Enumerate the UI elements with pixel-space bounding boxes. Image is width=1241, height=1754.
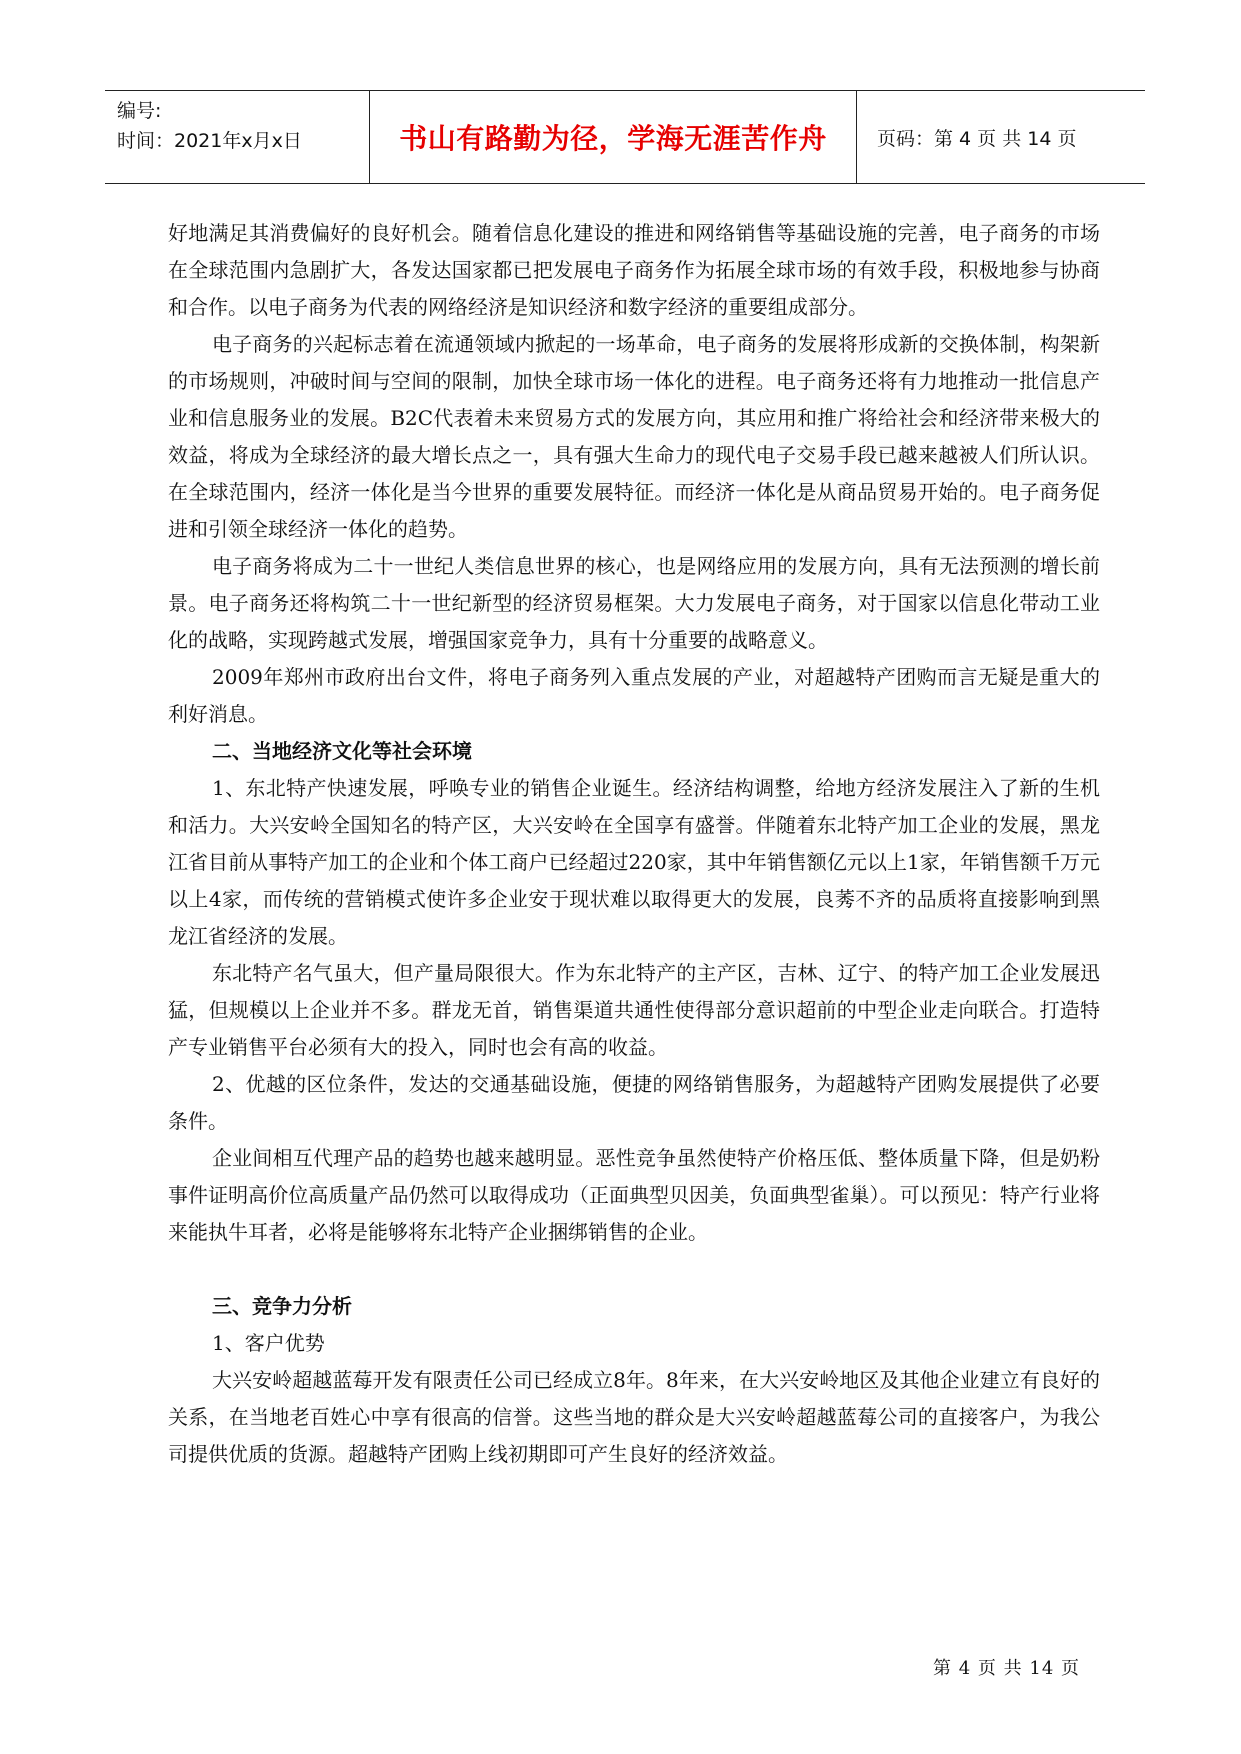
page-footer: 第 4 页 共 14 页 [933,1658,1080,1679]
document-time-label: 时间：2021年x月x日 [117,130,302,152]
section-heading: 二、当地经济文化等社会环境 [212,739,472,763]
document-body [168,215,1100,1473]
paragraph: 大兴安岭超越蓝莓开发有限责任公司已经成立8年。8年来，在大兴安岭地区及其他企业建立有良好的关系，在当地老百姓心中享有很高的信誉。这些当地的群众是大兴安岭超越蓝莓公司的直接客户，为我公司提供优质的货源。超越特产团购上线初期即可产生良好的经济效益。 [168,1368,1100,1466]
paragraph: 企业间相互代理产品的趋势也越来越明显。恶性竞争虽然使特产价格压低、整体质量下降，但是奶粉事件证明高价位高质量产品仍然可以取得成功（正面典型贝因美，负面典型雀巢）。可以预见：特产行业将来能执牛耳者，必将是能够将东北特产企业捆绑销售的企业。 [168,1146,1100,1244]
document-number-label: 编号: [117,100,162,122]
paragraph: 电子商务将成为二十一世纪人类信息世界的核心，也是网络应用的发展方向，具有无法预测的增长前景。电子商务还将构筑二十一世纪新型的经济贸易框架。大力发展电子商务，对于国家以信息化带动工业化的战略，实现跨越式发展，增强国家竞争力，具有十分重要的战略意义。 [168,554,1100,652]
paragraph: 1、东北特产快速发展，呼唤专业的销售企业诞生。经济结构调整，给地方经济发展注入了新的生机和活力。大兴安岭全国知名的特产区，大兴安岭在全国享有盛誉。伴随着东北特产加工企业的发展，黑龙江省目前从事特产加工的企业和个体工商户已经超过220家，其中年销售额亿元以上1家，年销售额千万元以上4家，而传统的营销模式使许多企业安于现状难以取得更大的发展，良莠不齐的品质将直接影响到黑龙江省经济的发展。 [168,776,1100,948]
header-motto: 书山有路勤为径，学海无涯苦作舟 [399,122,827,155]
header-page-number: 页码：第 4 页 共 14 页 [877,127,1077,150]
header-page-cell [857,91,1145,183]
section-heading: 三、竞争力分析 [212,1294,352,1318]
paragraph: 东北特产名气虽大，但产量局限很大。作为东北特产的主产区，吉林、辽宁、的特产加工企业发展迅猛，但规模以上企业并不多。群龙无首，销售渠道共通性使得部分意识超前的中型企业走向联合。打造特产专业销售平台必须有大的投入，同时也会有高的收益。 [168,961,1100,1059]
paragraph: 2、优越的区位条件，发达的交通基础设施，便捷的网络销售服务，为超越特产团购发展提供了必要条件。 [168,1072,1100,1133]
header-motto-cell [370,91,857,183]
subsection-label: 1、客户优势 [212,1331,325,1355]
paragraph: 2009年郑州市政府出台文件，将电子商务列入重点发展的产业，对超越特产团购而言无疑是重大的利好消息。 [168,665,1100,726]
header-info-cell [105,91,370,183]
page-header [105,90,1145,184]
blank-line [168,1251,1100,1288]
paragraph: 好地满足其消费偏好的良好机会。随着信息化建设的推进和网络销售等基础设施的完善，电子商务的市场在全球范围内急剧扩大，各发达国家都已把发展电子商务作为拓展全球市场的有效手段，积极地参与协商和合作。以电子商务为代表的网络经济是知识经济和数字经济的重要组成部分。 [168,221,1100,319]
paragraph: 电子商务的兴起标志着在流通领域内掀起的一场革命，电子商务的发展将形成新的交换体制，构架新的市场规则，冲破时间与空间的限制，加快全球市场一体化的进程。电子商务还将有力地推动一批信息产业和信息服务业的发展。B2C代表着未来贸易方式的发展方向，其应用和推广将给社会和经济带来极大的效益，将成为全球经济的最大增长点之一，具有强大生命力的现代电子交易手段已越来越被人们所认识。在全球范围内，经济一体化是当今世界的重要发展特征。而经济一体化是从商品贸易开始的。电子商务促进和引领全球经济一体化的趋势。 [168,332,1100,541]
